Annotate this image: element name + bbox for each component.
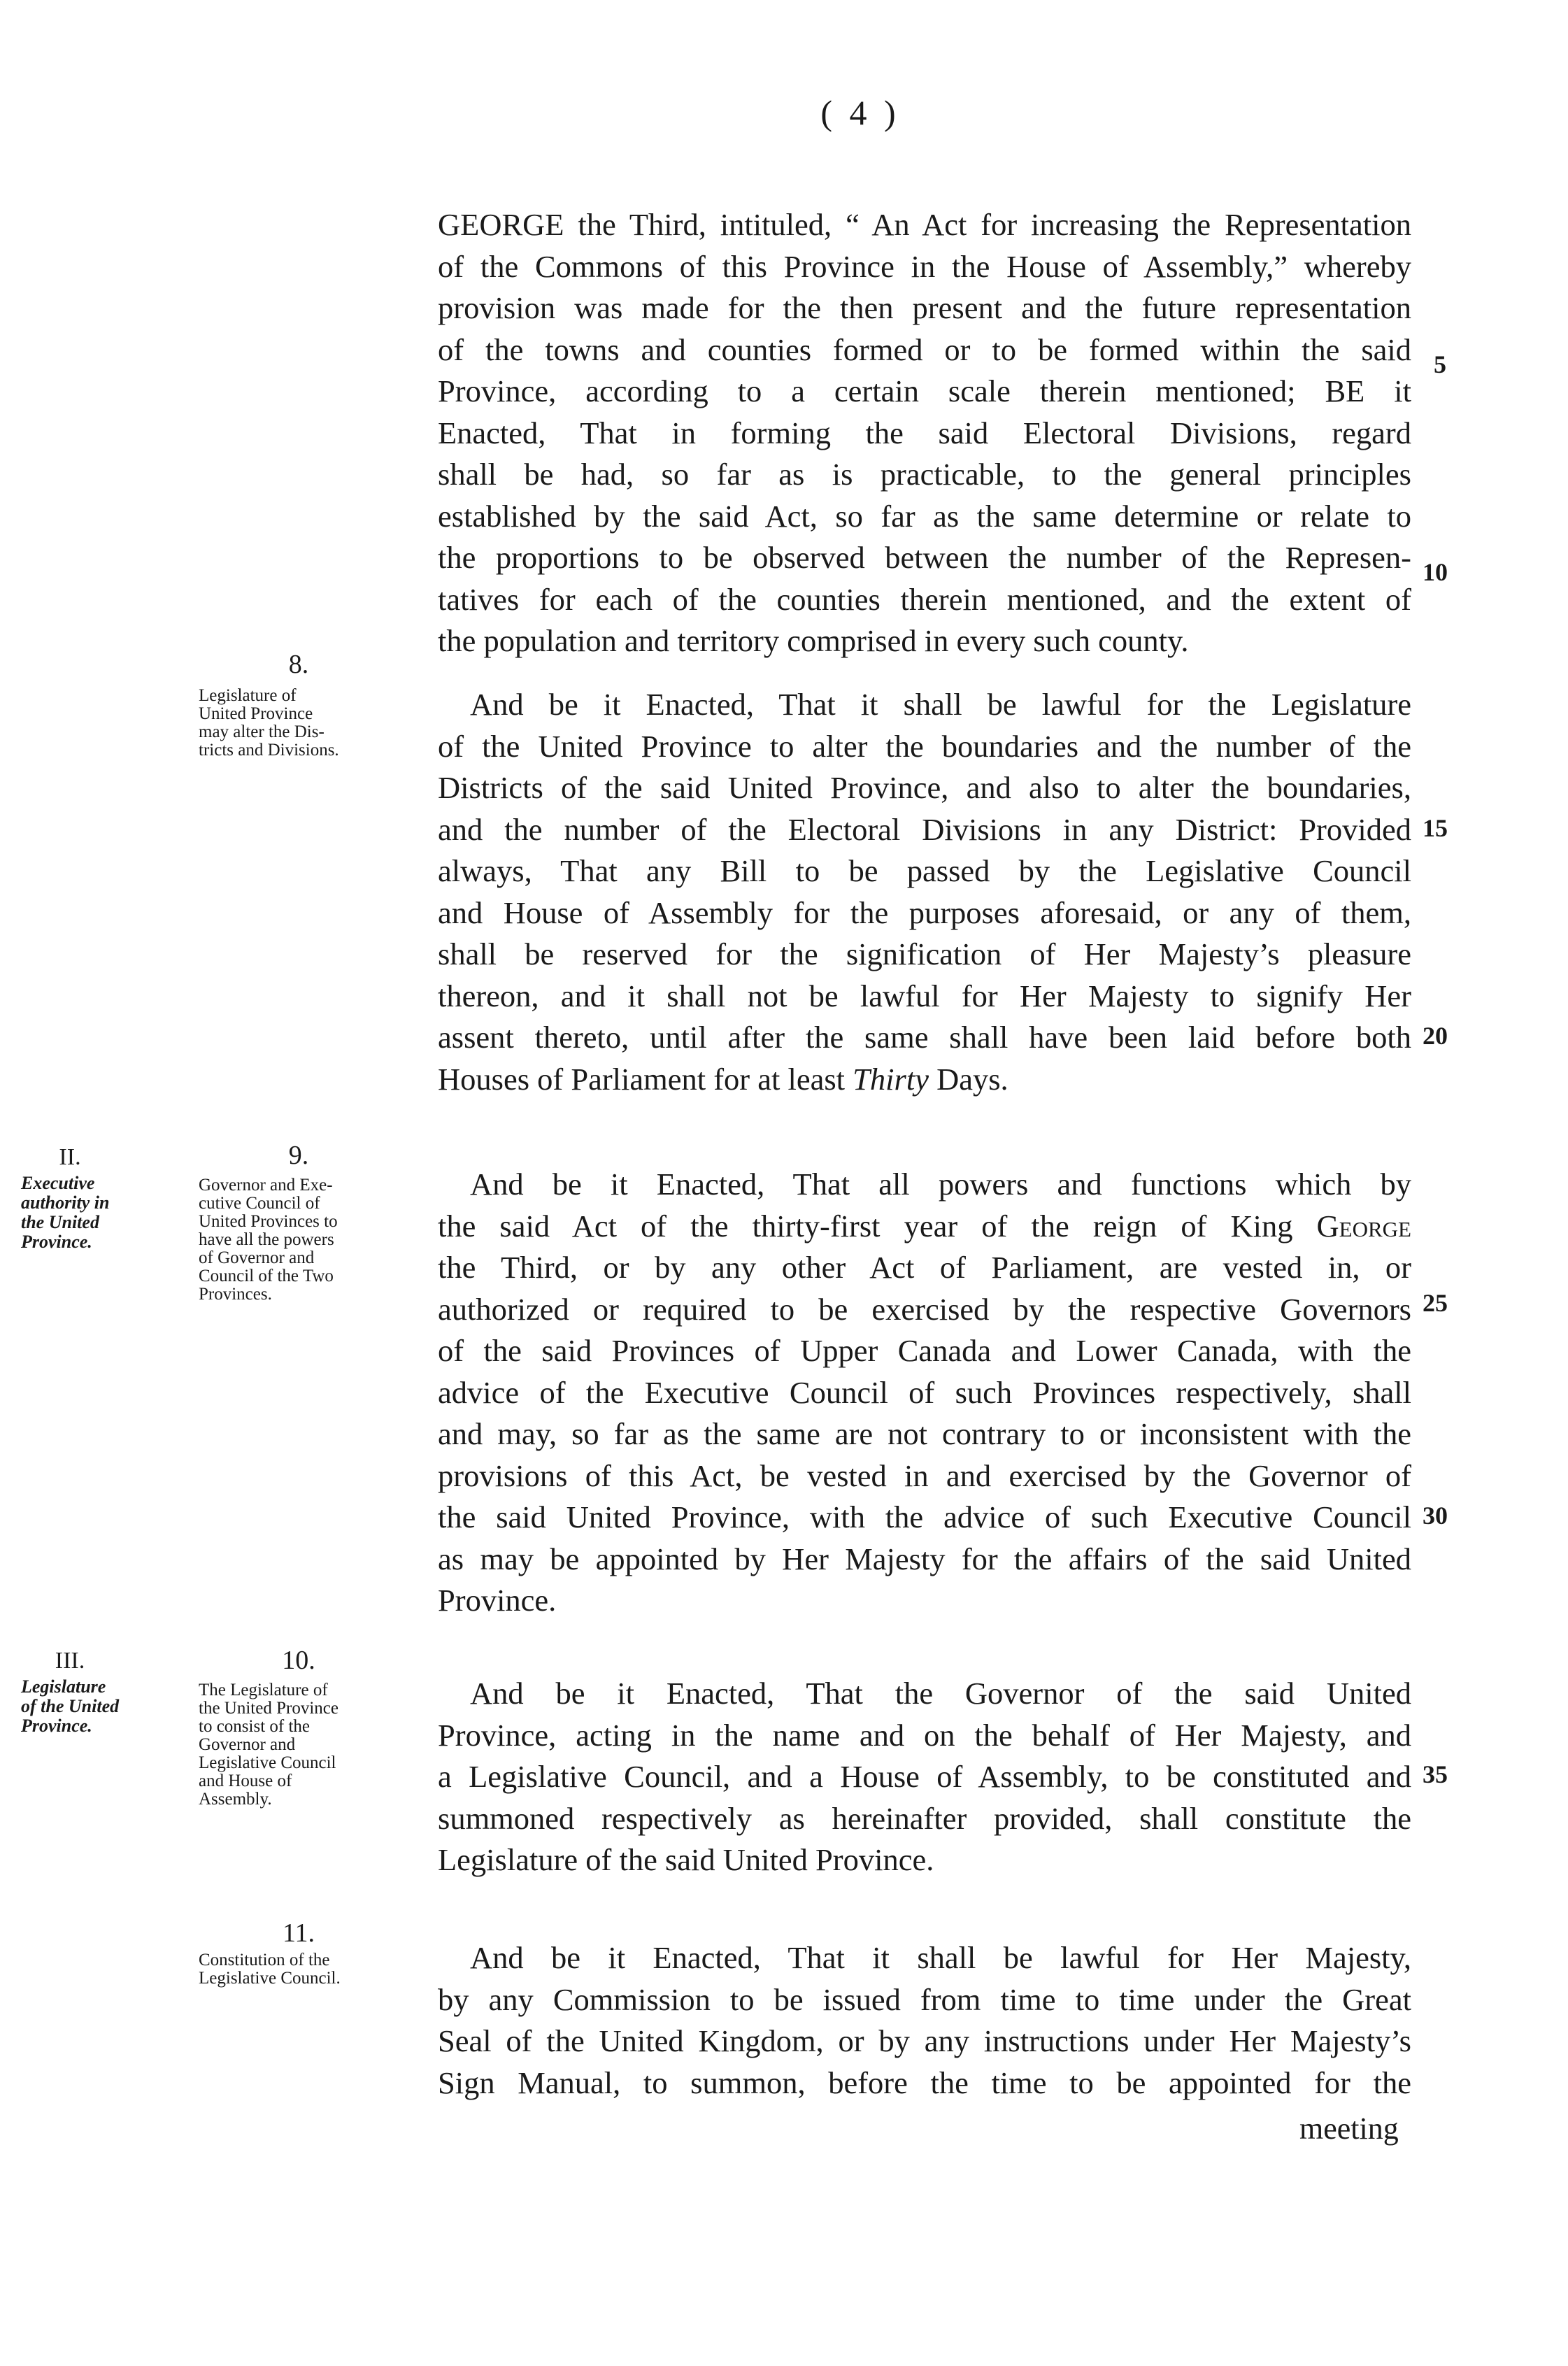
text-line: a Legislative Council, and a House of Assembly, to be constituted and [438,1759,1411,1794]
text-line: shall be reserved for the signification of Her Majesty’s pleasure [438,936,1411,971]
text-line: established by the said Act, so far as the same determine or relate to [438,498,1411,534]
section-number: 10. [282,1646,315,1675]
text-line: Province. [438,1583,557,1618]
text-line: of the towns and counties formed or to be formed within the said [438,332,1411,367]
text-line: And be it Enacted, That the Governor of the said United [470,1676,1411,1711]
text-line: And be it Enacted, That it shall be lawful for Her Majesty, [470,1940,1411,1975]
text-line: provisions of this Act, be vested in and exercised by the Governor of [438,1458,1411,1493]
text-line: the proportions to be observed between the number of the Represen- [438,540,1411,575]
text-line: authorized or required to be exercised by the respective Governors [438,1291,1411,1327]
section-number: 11. [282,1918,315,1948]
text-line: assent thereto, until after the same shall have been laid before both [438,1020,1411,1055]
text-line: by any Commission to be issued from time to time under the Great [438,1981,1411,2017]
line-number: 25 [1423,1289,1448,1317]
text-line: tatives for each of the counties therein mentioned, and the extent of [438,581,1411,617]
line-number: 35 [1423,1760,1448,1788]
text-line: Seal of the United Kingdom, or by any instructions under Her Majesty’s [438,2023,1411,2058]
section-margin-note: The Legislature of the United Province to consist of the Governor and Legislative Council and House of Assembly. [199,1681,338,1809]
text-line: GEORGE the Third, intituled, “ An Act for increasing the Representation [438,207,1411,242]
text-line: the said United Province, with the advice of such Executive Council [438,1499,1411,1534]
text-line: Sign Manual, to summon, before the time to be appointed for the [438,2065,1411,2100]
part-margin-note: Executive authority in the United Province. [21,1173,110,1252]
line-number: 20 [1423,1022,1448,1050]
section-9-text [438,1164,1411,1622]
section-10-text [438,1673,1411,1881]
section-margin-note: Constitution of the Legislative Council. [199,1951,341,1988]
text-line: Enacted, That in forming the said Electoral Divisions, regard [438,415,1411,450]
line-number: 10 [1423,558,1448,586]
text-line: advice of the Executive Council of such Provinces respectively, shall [438,1374,1411,1410]
text-line: shall be had, so far as is practicable, to the general principles [438,457,1411,492]
text-line: of the said Provinces of Upper Canada and Lower Canada, with the [438,1333,1411,1368]
line-number: 15 [1423,814,1448,842]
part-number: III. [55,1648,85,1674]
section-11-text [438,1937,1411,2104]
paragraph-continuation [438,204,1411,662]
section-margin-note: Legislature of United Province may alter the Dis- tricts and Divisions. [199,686,339,760]
text-line: Houses of Parliament for at least Thirty Days. [438,1061,1008,1097]
text-line: And be it Enacted, That all powers and functions which by [470,1167,1411,1202]
line-number: 30 [1423,1502,1448,1530]
text-line: of the Commons of this Province in the House of Assembly,” whereby [438,248,1411,284]
text-line: as may be appointed by Her Majesty for the affairs of the said United [438,1541,1411,1576]
section-number: 9. [288,1141,309,1170]
text-line: Province, acting in the name and on the behalf of Her Majesty, and [438,1717,1411,1753]
text-line: the Third, or by any other Act of Parliament, are vested in, or [438,1250,1411,1285]
part-number: II. [59,1144,81,1170]
section-8-text [438,684,1411,1100]
text-line: and the number of the Electoral Divisions in any District: Provided [438,811,1411,847]
text-line: Province, according to a certain scale therein mentioned; BE it [438,373,1411,408]
text-line: summoned respectively as hereinafter provided, shall constitute the [438,1800,1411,1836]
text-line: thereon, and it shall not be lawful for Her Majesty to signify Her [438,978,1411,1013]
text-line: of the United Province to alter the boundaries and the number of the [438,728,1411,764]
catchword: meeting [1299,2111,1399,2146]
section-margin-note: Governor and Exe- cutive Council of United Provinces to have all the powers of Governor and Council of the Two Provinces. [199,1176,338,1304]
page-number: ( 4 ) [820,93,900,132]
text-line: and House of Assembly for the purposes aforesaid, or any of them, [438,895,1411,930]
section-number: 8. [288,650,309,679]
part-margin-note: Legislature of the United Province. [21,1676,120,1736]
text-line: the population and territory comprised in every such county. [438,623,1189,658]
text-line: always, That any Bill to be passed by the Legislative Council [438,853,1411,888]
text-line: Districts of the said United Province, and also to alter the boundaries, [438,770,1411,805]
text-line: And be it Enacted, That it shall be lawful for the Legislature [470,687,1411,722]
line-number: 5 [1434,350,1446,378]
text-line: and may, so far as the same are not contrary to or inconsistent with the [438,1416,1411,1451]
text-line: provision was made for the then present and the future representation [438,290,1411,325]
text-line: Legislature of the said United Province. [438,1842,934,1877]
text-line: the said Act of the thirty-first year of the reign of King George [438,1208,1411,1243]
